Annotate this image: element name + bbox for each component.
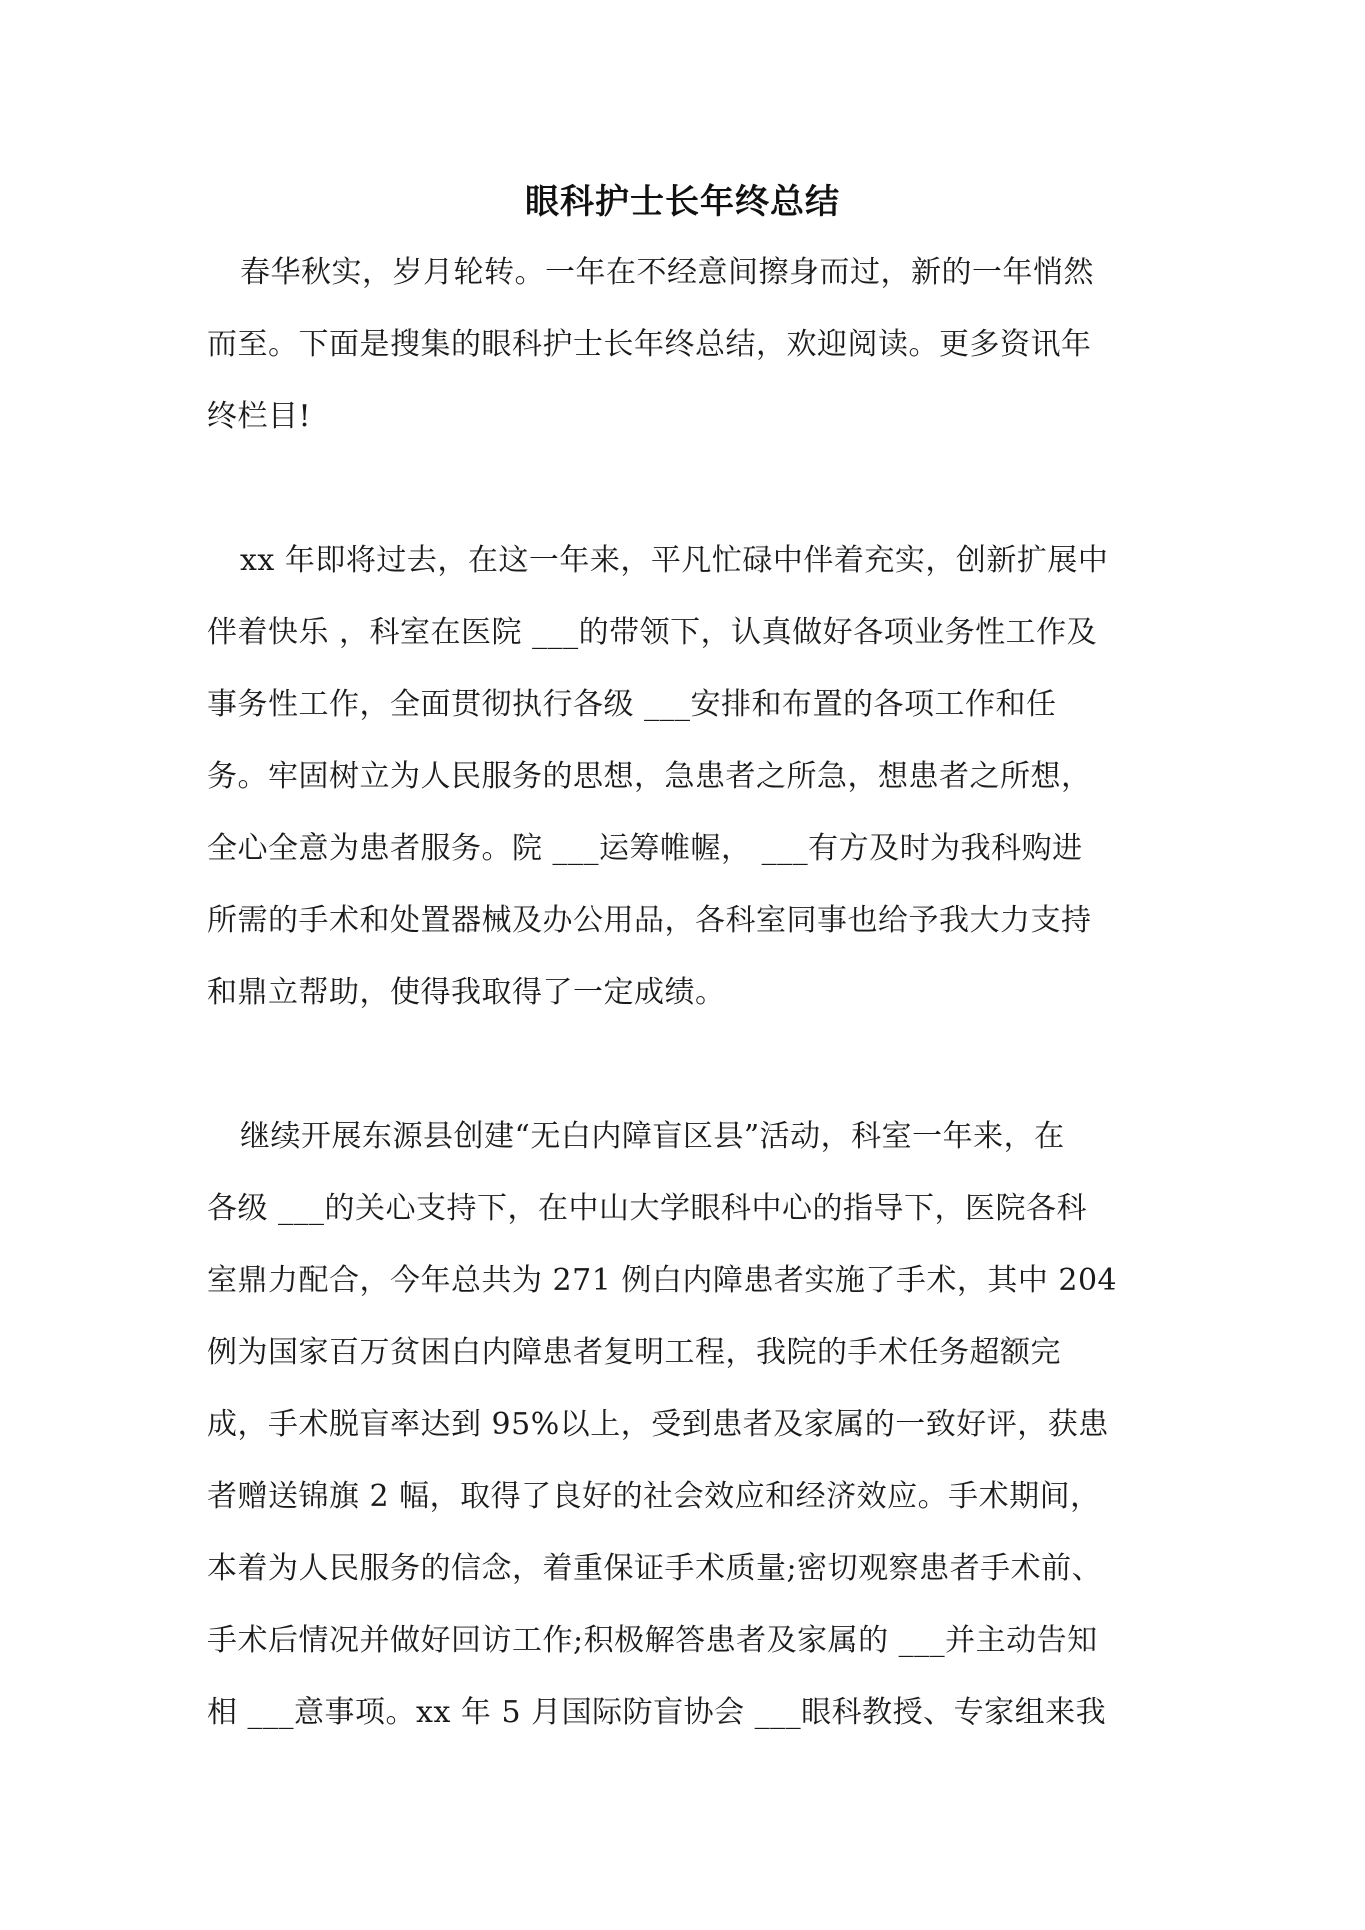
paragraph-2-line-4: 务。牢固树立为人民服务的思想，急患者之所急，想患者之所想， — [207, 759, 1092, 794]
paragraph-3-line-3: 室鼎力配合，今年总共为 271 例白内障患者实施了手术，其中 204 — [207, 1263, 1118, 1298]
paragraph-1-line-3: 终栏目! — [207, 399, 312, 434]
paragraph-3-line-5: 成，手术脱盲率达到 95%以上，受到患者及家属的一致好评，获患 — [207, 1407, 1109, 1442]
paragraph-1-line-2: 而至。下面是搜集的眼科护士长年终总结，欢迎阅读。更多资讯年 — [207, 327, 1092, 362]
paragraph-2-line-1: xx 年即将过去，在这一年来，平凡忙碌中伴着充实，创新扩展中 — [240, 543, 1109, 578]
paragraph-2-line-7: 和鼎立帮助，使得我取得了一定成绩。 — [207, 975, 726, 1010]
paragraph-3-line-8: 手术后情况并做好回访工作;积极解答患者及家属的 ___并主动告知 — [207, 1623, 1098, 1658]
paragraph-2-line-5: 全心全意为患者服务。院 ___运筹帷幄， ___有方及时为我科购进 — [207, 831, 1083, 866]
paragraph-2-line-3: 事务性工作，全面贯彻执行各级 ___安排和布置的各项工作和任 — [207, 687, 1057, 722]
document-title: 眼科护士长年终总结 — [525, 182, 840, 222]
paragraph-3-line-2: 各级 ___的关心支持下，在中山大学眼科中心的指导下，医院各科 — [207, 1191, 1088, 1226]
paragraph-1-line-1: 春华秋实，岁月轮转。一年在不经意间擦身而过，新的一年悄然 — [240, 255, 1094, 290]
paragraph-3-line-9: 相 ___意事项。xx 年 5 月国际防盲协会 ___眼科教授、专家组来我 — [207, 1695, 1107, 1730]
paragraph-3-line-6: 者赠送锦旗 2 幅，取得了良好的社会效应和经济效应。手术期间， — [207, 1479, 1101, 1514]
paragraph-2-line-6: 所需的手术和处置器械及办公用品，各科室同事也给予我大力支持 — [207, 903, 1092, 938]
paragraph-3-line-4: 例为国家百万贫困白内障患者复明工程，我院的手术任务超额完 — [207, 1335, 1061, 1370]
paragraph-2-line-2: 伴着快乐 ，科室在医院 ___的带领下，认真做好各项业务性工作及 — [207, 615, 1098, 650]
paragraph-3-line-1: 继续开展东源县创建“无白内障盲区县”活动，科室一年来，在 — [240, 1119, 1065, 1154]
paragraph-3-line-7: 本着为人民服务的信念，着重保证手术质量;密切观察患者手术前、 — [207, 1551, 1103, 1586]
